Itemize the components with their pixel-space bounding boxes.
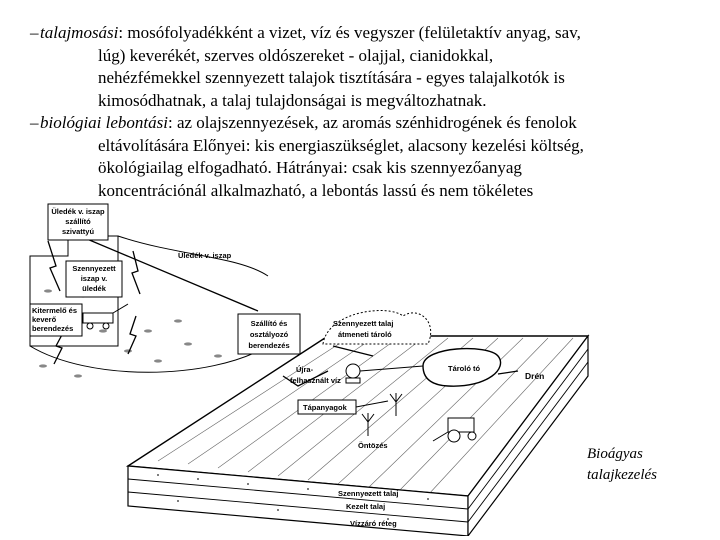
sediment-label: Üledék v. iszap xyxy=(178,251,232,260)
bullet-text-line: lúg) keverékét, szerves oldószereket - olajjal, cianidokkal, xyxy=(98,45,494,65)
bullet-list xyxy=(30,22,690,202)
diagram-label: Üledék v. iszap xyxy=(51,207,105,216)
label-box-excavator xyxy=(30,304,82,336)
drain-label: Drén xyxy=(525,371,545,381)
layer-label-treated: Kezelt talaj xyxy=(346,502,386,511)
diagram-label: berendezés xyxy=(32,324,74,333)
diagram-label: Szállító és xyxy=(250,319,288,328)
diagram-label: Tároló tó xyxy=(448,364,481,373)
diagram-label: osztályozó xyxy=(249,330,289,339)
caption-line: talajkezelés xyxy=(587,467,657,483)
bullet-text-line: : az olajszennyezések, az aromás szénhidrogének és fenolok xyxy=(167,113,577,132)
diagram-label: szivattyú xyxy=(61,227,95,236)
bullet-dash: – xyxy=(30,113,39,132)
bullet-text-line: : mosófolyadékként a vizet, víz és vegyszer (felületaktív anyag, sav, xyxy=(118,23,581,42)
bioremediation-diagram xyxy=(28,196,608,536)
diagram-label: szállító xyxy=(65,217,91,226)
bullet-biologiai-lebontas xyxy=(30,112,690,202)
diagram-label: Tápanyagok xyxy=(303,403,347,412)
diagram-label: Szennyezett xyxy=(72,264,116,273)
label-box-contaminated-sludge xyxy=(66,261,122,297)
bullet-text-line: eltávolítására Előnyei: kis energiaszükséglet, alacsony kezelési költség, xyxy=(98,135,584,155)
caption-line: Bioágyas xyxy=(587,446,643,462)
bullet-term: biológiai lebontási xyxy=(40,113,168,132)
diagram-label: üledék xyxy=(82,284,106,293)
diagram-label: keverő xyxy=(32,315,57,324)
bullet-text-line: koncentrációnál alkalmazható, a lebontás lassú és nem tökéletes xyxy=(98,180,534,200)
bullet-term: talajmosási xyxy=(40,23,119,42)
temporary-storage xyxy=(323,311,431,344)
diagram-label: Újra- xyxy=(296,365,314,374)
label-box-sediment-pump xyxy=(48,204,108,240)
bullet-text-line: ökológiailag elfogadható. Hátrányai: csak kis szennyezőanyag xyxy=(98,158,522,177)
diagram-label: Kitermelő és xyxy=(32,306,78,315)
layer-label-impermeable: Vízzáró réteg xyxy=(350,519,397,528)
irrigation-label: Öntözés xyxy=(358,441,388,450)
label-box-transport-sorting xyxy=(238,314,300,354)
bullet-text-line: nehézfémekkel szennyezett talajok tisztítására - egyes talajalkotók is xyxy=(98,68,565,87)
bullet-dash: – xyxy=(30,23,39,42)
diagram-label: iszap v. xyxy=(80,274,108,283)
diagram-label: Szennyezett talaj xyxy=(333,319,394,328)
diagram-label: berendezés xyxy=(248,341,290,350)
figure-caption xyxy=(587,444,657,486)
layer-label-contaminated: Szennyezett talaj xyxy=(338,489,399,498)
diagram-label: felhasznált víz xyxy=(290,376,341,385)
bullet-talajmosas xyxy=(30,22,690,112)
diagram-label: átmeneti tároló xyxy=(338,330,392,339)
bullet-text-line: kimosódhatnak, a talaj tulajdonságai is megváltozhatnak. xyxy=(98,90,487,110)
